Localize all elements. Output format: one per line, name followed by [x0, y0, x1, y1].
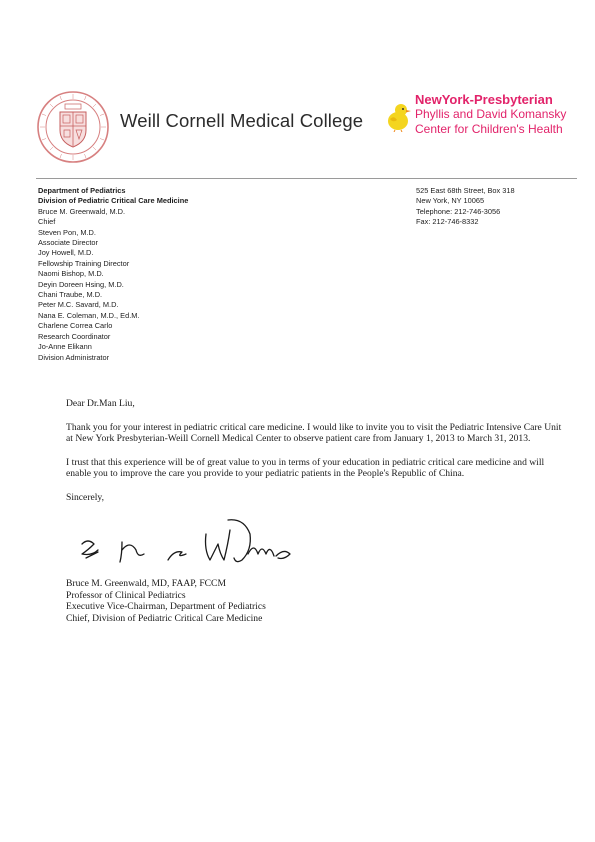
- signer-title: Executive Vice-Chairman, Department of Pediatrics: [66, 601, 266, 613]
- address-fax: Fax: 212-746-8332: [416, 217, 479, 227]
- division-name: Division of Pediatric Critical Care Medicine: [38, 196, 189, 206]
- signature-block: [66, 578, 266, 624]
- hospital-name: [415, 92, 566, 137]
- chick-icon: [384, 102, 412, 132]
- letter-paragraph-1: Thank you for your interest in pediatric critical care medicine. I would like to invite you to visit the Pediatric Intensive Care Unit at New York Presbyterian-Weill Cornell Medical Center to observe patient care from January 1, 2013 to March 31, 2013.: [66, 421, 562, 445]
- staff-name: Naomi Bishop, M.D.: [38, 269, 104, 279]
- hospital-logo: [384, 92, 584, 152]
- signer-title: Professor of Clinical Pediatrics: [66, 589, 186, 601]
- college-name: Weill Cornell Medical College: [120, 110, 364, 131]
- cornell-seal-icon: [36, 90, 110, 164]
- staff-name: Deyin Doreen Hsing, M.D.: [38, 279, 124, 289]
- staff-title: Research Coordinator: [38, 331, 111, 341]
- staff-title: Division Administrator: [38, 352, 110, 362]
- signer-name: Bruce M. Greenwald, MD, FAAP, FCCM: [66, 578, 226, 589]
- staff-title: Chief: [38, 217, 56, 227]
- handwritten-signature-icon: [78, 514, 298, 580]
- hospital-name-line3: Center for Children's Health: [415, 122, 563, 136]
- department-staff-list: [38, 186, 338, 363]
- staff-name: Joy Howell, M.D.: [38, 248, 94, 258]
- staff-name: Bruce M. Greenwald, M.D.: [38, 206, 126, 216]
- letter-body: [66, 398, 566, 504]
- staff-name: Steven Pon, M.D.: [38, 227, 96, 237]
- salutation: Dear Dr.Man Liu,: [66, 398, 135, 409]
- staff-title: Associate Director: [38, 238, 98, 248]
- staff-name: Nana E. Coleman, M.D., Ed.M.: [38, 310, 140, 320]
- address-telephone: Telephone: 212-746-3056: [416, 206, 501, 216]
- address-block: [416, 186, 586, 228]
- letter-paragraph-2: I trust that this experience will be of great value to you in terms of your education in pediatric critical care medicine and will enable you to improve the care you provide to your pediatric patients in the People's Republic of China.: [66, 456, 545, 480]
- hospital-name-line2: Phyllis and David Komansky: [415, 107, 567, 121]
- header-divider: [36, 178, 577, 179]
- signer-title: Chief, Division of Pediatric Critical Care Medicine: [66, 612, 263, 624]
- staff-name: Chani Traube, M.D.: [38, 290, 103, 300]
- address-street: 525 East 68th Street, Box 318: [416, 186, 515, 195]
- staff-title: Fellowship Training Director: [38, 258, 130, 268]
- closing: Sincerely,: [66, 491, 105, 503]
- staff-name: Charlene Correa Carlo: [38, 321, 113, 331]
- staff-name: Peter M.C. Savard, M.D.: [38, 300, 119, 310]
- department-name: Department of Pediatrics: [38, 186, 126, 195]
- staff-name: Jo-Anne Elikann: [38, 342, 92, 352]
- hospital-name-line1: NewYork-Presbyterian: [415, 92, 553, 107]
- address-city: New York, NY 10065: [416, 196, 485, 206]
